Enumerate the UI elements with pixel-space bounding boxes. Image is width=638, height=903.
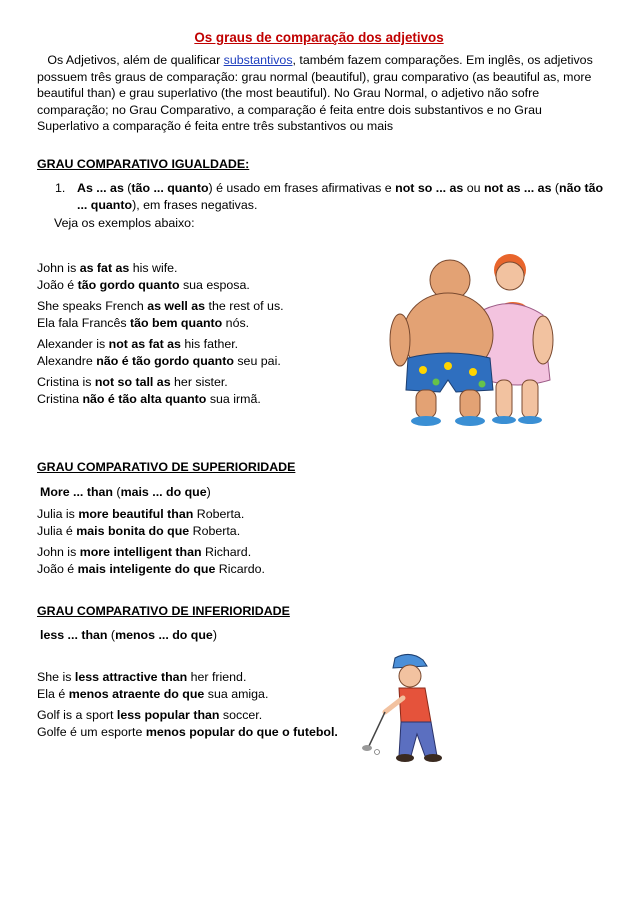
list-item-text: As ... as (tão ... quanto) é usado em frases afirmativas e not so ... as ou not as ... as (não tão ... quanto), em frases negativas. (77, 181, 604, 212)
golf-ball (375, 750, 380, 755)
formula-superioridade: More ... than (mais ... do que) (40, 485, 211, 499)
heading-inferioridade: GRAU COMPARATIVO DE INFERIORIDADE (37, 604, 290, 618)
woman-arm (533, 316, 553, 364)
substantivos-link[interactable]: substantivos (223, 53, 293, 67)
shorts-flower-5 (479, 381, 486, 388)
examples-note: Veja os exemplos abaixo: (54, 216, 195, 230)
golfer-shirt (399, 688, 431, 722)
intro-text-2: , também fazem comparações. Em inglês, os adjetivos possuem três graus de comparação: grau normal (beautiful), grau comparativo (as beautiful as, more beautiful than) e grau superlativo (the most beautiful). No Grau Normal, o adjetivo não sofre comparação; no Grau Comparativo, a comparação é feita entre dois substantivos e no Grau Superlativo a comparação é feita entre três substantivos ou mais (37, 53, 593, 133)
example-inferioridade-1: She is less attractive than her friend. Ela é menos atraente do que sua amiga. (37, 670, 269, 701)
example-igualdade-3: Alexander is not as fat as his father. Alexandre não é tão gordo quanto seu pai. (37, 337, 281, 368)
shorts-flower-2 (444, 362, 452, 370)
formula-inferioridade: less ... than (menos ... do que) (40, 628, 217, 642)
heading-igualdade: GRAU COMPARATIVO IGUALDADE: (37, 157, 250, 171)
golfer-trousers (399, 722, 437, 756)
man-leg-left (416, 390, 436, 418)
woman-sandal-right (518, 416, 542, 424)
intro-paragraph (37, 52, 597, 135)
shorts-flower-4 (433, 379, 440, 386)
golfer-shoe-right (424, 754, 442, 762)
example-superioridade-1: Julia is more beautiful than Roberta. Julia é mais bonita do que Roberta. (37, 507, 245, 538)
list-number: 1. (55, 181, 66, 195)
shorts-flower-1 (419, 366, 427, 374)
fat-couple-illustration (378, 240, 573, 430)
woman-face (496, 262, 524, 290)
example-igualdade-4: Cristina is not so tall as her sister. Cristina não é tão alta quanto sua irmã. (37, 375, 261, 406)
shorts-flower-3 (469, 368, 477, 376)
man-arm (390, 314, 410, 366)
man-sandal-right (455, 416, 485, 426)
golfer-illustration (355, 650, 455, 768)
woman-sandal-left (492, 416, 516, 424)
golf-club (369, 712, 385, 746)
example-superioridade-2: John is more intelligent than Richard. João é mais inteligente do que Ricardo. (37, 545, 265, 576)
golfer-head (399, 665, 421, 687)
golfer-shoe-left (396, 754, 414, 762)
page-title: Os graus de comparação dos adjetivos (194, 30, 444, 45)
example-igualdade-2: She speaks French as well as the rest of us. Ela fala Francês tão bem quanto nós. (37, 299, 284, 330)
man-sandal-left (411, 416, 441, 426)
igualdade-list-item (37, 180, 607, 213)
golf-club-head (362, 745, 372, 751)
example-igualdade-1: John is as fat as his wife. João é tão gordo quanto sua esposa. (37, 261, 250, 292)
man-leg-right (460, 390, 480, 418)
intro-text-1: Os Adjetivos, além de qualificar (47, 53, 224, 67)
heading-superioridade: GRAU COMPARATIVO DE SUPERIORIDADE (37, 460, 296, 474)
example-inferioridade-2: Golf is a sport less popular than soccer. Golfe é um esporte menos popular do que o futebol. (37, 708, 338, 739)
woman-leg-right (522, 380, 538, 418)
woman-leg-left (496, 380, 512, 418)
